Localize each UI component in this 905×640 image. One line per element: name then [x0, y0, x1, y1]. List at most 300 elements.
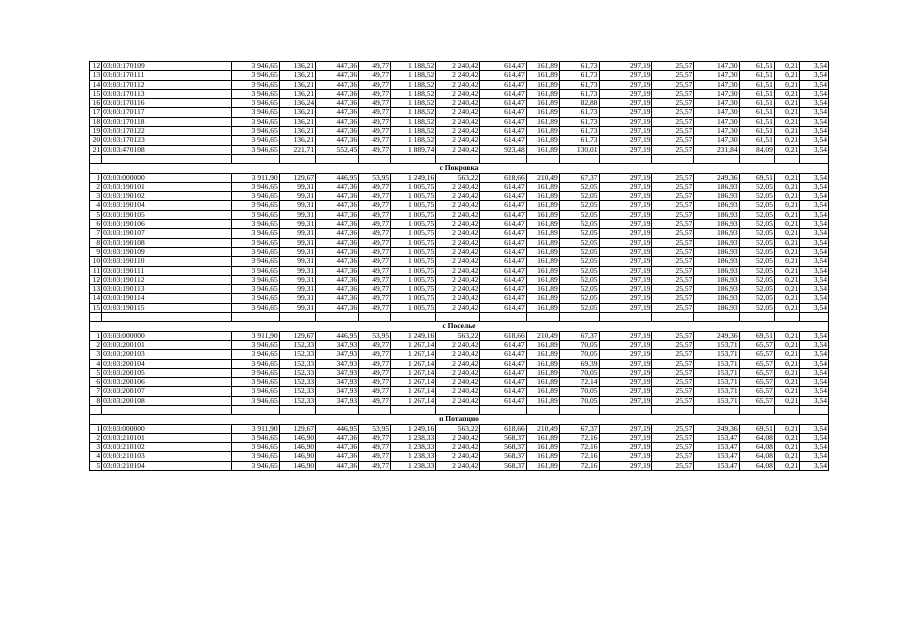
value-cell: 65,57	[739, 340, 774, 349]
value-cell: 1 238,33	[391, 433, 436, 442]
value-cell: 161,89	[526, 229, 559, 238]
value-cell: 3,54	[800, 331, 829, 340]
value-cell: 2 240,42	[436, 378, 480, 387]
value-cell: 2 240,42	[436, 396, 480, 405]
value-cell: 3,54	[800, 378, 829, 387]
spacer-cell	[599, 154, 652, 163]
value-cell: 1 005,75	[391, 257, 436, 266]
value-cell: 297,19	[599, 433, 652, 442]
value-cell: 49,77	[359, 294, 391, 303]
cadastral-code-cell: 03:03:200106	[102, 378, 232, 387]
table-body	[90, 62, 829, 471]
value-cell: 297,19	[599, 303, 652, 312]
value-cell: 49,77	[359, 387, 391, 396]
value-cell: 614,47	[480, 71, 526, 80]
value-cell: 0,21	[774, 62, 799, 71]
value-cell: 3,54	[800, 433, 829, 442]
value-cell: 3,54	[800, 80, 829, 89]
value-cell: 1 005,75	[391, 201, 436, 210]
table-row	[90, 192, 829, 201]
value-cell: 1 267,14	[391, 340, 436, 349]
value-cell: 136,21	[279, 62, 315, 71]
spacer-cell	[559, 313, 599, 322]
value-cell: 49,77	[359, 145, 391, 154]
value-cell: 1 238,33	[391, 443, 436, 452]
value-cell: 136,21	[279, 108, 315, 117]
value-cell: 563,22	[436, 173, 480, 182]
value-cell: 69,51	[739, 424, 774, 433]
value-cell: 3,54	[800, 340, 829, 349]
value-cell: 153,71	[694, 340, 739, 349]
value-cell: 52,05	[739, 247, 774, 256]
value-cell: 3 946,65	[232, 238, 279, 247]
value-cell: 99,31	[279, 247, 315, 256]
value-cell: 53,95	[359, 424, 391, 433]
row-number-cell: 15	[90, 89, 102, 98]
value-cell: 2 240,42	[436, 294, 480, 303]
value-cell: 186,93	[694, 266, 739, 275]
value-cell: 130,01	[559, 145, 599, 154]
row-number-cell: 16	[90, 99, 102, 108]
value-cell: 61,51	[739, 80, 774, 89]
value-cell: 64,08	[739, 433, 774, 442]
table-row	[90, 350, 829, 359]
value-cell: 25,57	[652, 210, 694, 219]
value-cell: 347,93	[316, 359, 359, 368]
value-cell: 25,57	[652, 99, 694, 108]
row-number-cell: 3	[90, 443, 102, 452]
section-title: п Потапцио	[90, 415, 829, 424]
cadastral-code-cell: 03:03:210104	[102, 461, 232, 470]
spacer-cell	[391, 313, 436, 322]
value-cell: 2 240,42	[436, 257, 480, 266]
value-cell: 161,89	[526, 89, 559, 98]
value-cell: 1 188,52	[391, 108, 436, 117]
value-cell: 0,21	[774, 378, 799, 387]
value-cell: 52,05	[739, 257, 774, 266]
value-cell: 186,93	[694, 238, 739, 247]
value-cell: 614,47	[480, 136, 526, 145]
row-number-cell: 19	[90, 127, 102, 136]
value-cell: 25,57	[652, 378, 694, 387]
value-cell: 152,33	[279, 387, 315, 396]
value-cell: 69,51	[739, 173, 774, 182]
value-cell: 161,89	[526, 396, 559, 405]
value-cell: 1 249,16	[391, 424, 436, 433]
value-cell: 0,21	[774, 210, 799, 219]
cadastral-code-cell: 03:03:200104	[102, 359, 232, 368]
value-cell: 568,37	[480, 443, 526, 452]
value-cell: 1 249,16	[391, 173, 436, 182]
value-cell: 1 005,75	[391, 192, 436, 201]
value-cell: 297,19	[599, 285, 652, 294]
value-cell: 2 240,42	[436, 387, 480, 396]
value-cell: 25,57	[652, 173, 694, 182]
value-cell: 3,54	[800, 229, 829, 238]
spacer-cell	[391, 154, 436, 163]
value-cell: 3 946,65	[232, 108, 279, 117]
value-cell: 3 946,65	[232, 452, 279, 461]
value-cell: 3 946,65	[232, 229, 279, 238]
value-cell: 84,09	[739, 145, 774, 154]
value-cell: 563,22	[436, 331, 480, 340]
value-cell: 3,54	[800, 71, 829, 80]
value-cell: 3,54	[800, 247, 829, 256]
value-cell: 3 946,65	[232, 303, 279, 312]
value-cell: 0,21	[774, 424, 799, 433]
value-cell: 447,36	[316, 285, 359, 294]
value-cell: 61,51	[739, 71, 774, 80]
value-cell: 25,57	[652, 461, 694, 470]
row-number-cell: 4	[90, 359, 102, 368]
value-cell: 99,31	[279, 294, 315, 303]
value-cell: 2 240,42	[436, 359, 480, 368]
value-cell: 146,90	[279, 443, 315, 452]
value-cell: 1 188,52	[391, 136, 436, 145]
spacer-cell	[652, 154, 694, 163]
value-cell: 70,05	[559, 340, 599, 349]
value-cell: 2 240,42	[436, 220, 480, 229]
value-cell: 614,47	[480, 359, 526, 368]
value-cell: 614,47	[480, 266, 526, 275]
value-cell: 99,31	[279, 192, 315, 201]
value-cell: 447,36	[316, 433, 359, 442]
value-cell: 1 188,52	[391, 89, 436, 98]
value-cell: 1 267,14	[391, 387, 436, 396]
value-cell: 25,57	[652, 229, 694, 238]
value-cell: 25,57	[652, 108, 694, 117]
spacer-cell	[480, 154, 526, 163]
spacer-cell	[480, 405, 526, 414]
value-cell: 0,21	[774, 229, 799, 238]
value-cell: 25,57	[652, 80, 694, 89]
row-number-cell: 7	[90, 387, 102, 396]
table-row	[90, 396, 829, 405]
value-cell: 136,21	[279, 89, 315, 98]
spacer-cell	[800, 405, 829, 414]
value-cell: 3,54	[800, 266, 829, 275]
cadastral-code-cell: 03:03:200107	[102, 387, 232, 396]
value-cell: 297,19	[599, 368, 652, 377]
value-cell: 153,71	[694, 378, 739, 387]
spacer-cell	[279, 405, 315, 414]
value-cell: 136,21	[279, 127, 315, 136]
table-row	[90, 89, 829, 98]
value-cell: 2 240,42	[436, 433, 480, 442]
value-cell: 161,89	[526, 108, 559, 117]
table-row	[90, 266, 829, 275]
value-cell: 25,57	[652, 424, 694, 433]
table-row	[90, 136, 829, 145]
cadastral-code-cell: 03:03:200108	[102, 396, 232, 405]
value-cell: 161,89	[526, 220, 559, 229]
value-cell: 3 946,65	[232, 340, 279, 349]
value-cell: 65,57	[739, 387, 774, 396]
spacer-cell	[774, 405, 799, 414]
table-row	[90, 108, 829, 117]
value-cell: 2 240,42	[436, 229, 480, 238]
value-cell: 297,19	[599, 238, 652, 247]
spacer-cell	[739, 154, 774, 163]
value-cell: 614,47	[480, 201, 526, 210]
value-cell: 1 267,14	[391, 359, 436, 368]
value-cell: 3,54	[800, 294, 829, 303]
value-cell: 152,33	[279, 340, 315, 349]
value-cell: 136,24	[279, 99, 315, 108]
table-row	[90, 387, 829, 396]
table-row	[90, 285, 829, 294]
value-cell: 161,89	[526, 145, 559, 154]
value-cell: 52,05	[559, 210, 599, 219]
value-cell: 136,21	[279, 136, 315, 145]
value-cell: 186,93	[694, 229, 739, 238]
value-cell: 49,77	[359, 461, 391, 470]
value-cell: 614,47	[480, 80, 526, 89]
value-cell: 52,05	[739, 210, 774, 219]
value-cell: 2 240,42	[436, 108, 480, 117]
value-cell: 297,19	[599, 201, 652, 210]
table-row	[90, 117, 829, 126]
value-cell: 61,73	[559, 89, 599, 98]
value-cell: 49,77	[359, 303, 391, 312]
value-cell: 3,54	[800, 201, 829, 210]
value-cell: 3 946,65	[232, 192, 279, 201]
value-cell: 0,21	[774, 285, 799, 294]
value-cell: 25,57	[652, 127, 694, 136]
value-cell: 49,77	[359, 350, 391, 359]
value-cell: 3 911,90	[232, 173, 279, 182]
table-row	[90, 182, 829, 191]
row-number-cell: 14	[90, 294, 102, 303]
value-cell: 25,57	[652, 62, 694, 71]
cadastral-code-cell: 03:03:190104	[102, 201, 232, 210]
value-cell: 3 946,65	[232, 275, 279, 284]
value-cell: 52,05	[739, 192, 774, 201]
spacer-row	[90, 405, 829, 414]
value-cell: 3 946,65	[232, 99, 279, 108]
value-cell: 447,36	[316, 117, 359, 126]
value-cell: 61,51	[739, 117, 774, 126]
spacer-cell	[102, 405, 232, 414]
value-cell: 153,71	[694, 368, 739, 377]
value-cell: 147,30	[694, 80, 739, 89]
value-cell: 447,36	[316, 182, 359, 191]
cadastral-code-cell: 03:03:170109	[102, 62, 232, 71]
value-cell: 1 267,14	[391, 368, 436, 377]
cadastral-code-cell: 03:03:170118	[102, 117, 232, 126]
value-cell: 161,89	[526, 136, 559, 145]
value-cell: 568,37	[480, 461, 526, 470]
value-cell: 2 240,42	[436, 117, 480, 126]
value-cell: 147,30	[694, 136, 739, 145]
value-cell: 3 946,65	[232, 443, 279, 452]
table-row	[90, 424, 829, 433]
value-cell: 3,54	[800, 117, 829, 126]
value-cell: 614,47	[480, 229, 526, 238]
value-cell: 447,36	[316, 266, 359, 275]
value-cell: 297,19	[599, 136, 652, 145]
value-cell: 3,54	[800, 350, 829, 359]
value-cell: 3 946,65	[232, 62, 279, 71]
spacer-cell	[316, 313, 359, 322]
value-cell: 614,47	[480, 294, 526, 303]
value-cell: 446,95	[316, 331, 359, 340]
value-cell: 161,89	[526, 71, 559, 80]
value-cell: 161,89	[526, 62, 559, 71]
value-cell: 0,21	[774, 71, 799, 80]
value-cell: 25,57	[652, 387, 694, 396]
cadastral-code-cell: 03:03:190115	[102, 303, 232, 312]
value-cell: 25,57	[652, 136, 694, 145]
value-cell: 3 946,65	[232, 71, 279, 80]
value-cell: 3,54	[800, 145, 829, 154]
value-cell: 67,37	[559, 173, 599, 182]
table-row	[90, 145, 829, 154]
value-cell: 25,57	[652, 452, 694, 461]
value-cell: 52,05	[559, 266, 599, 275]
cadastral-code-cell: 03:03:190110	[102, 257, 232, 266]
cadastral-code-cell: 03:03:200101	[102, 340, 232, 349]
row-number-cell: 3	[90, 192, 102, 201]
value-cell: 61,73	[559, 62, 599, 71]
spacer-cell	[599, 313, 652, 322]
value-cell: 2 240,42	[436, 182, 480, 191]
value-cell: 297,19	[599, 182, 652, 191]
row-number-cell: 12	[90, 275, 102, 284]
value-cell: 1 238,33	[391, 461, 436, 470]
value-cell: 0,21	[774, 331, 799, 340]
section-header-row	[90, 415, 829, 424]
value-cell: 2 240,42	[436, 340, 480, 349]
row-number-cell: 13	[90, 285, 102, 294]
value-cell: 210,49	[526, 331, 559, 340]
value-cell: 0,21	[774, 89, 799, 98]
value-cell: 614,47	[480, 117, 526, 126]
row-number-cell: 4	[90, 452, 102, 461]
value-cell: 52,05	[739, 182, 774, 191]
value-cell: 0,21	[774, 220, 799, 229]
value-cell: 0,21	[774, 266, 799, 275]
value-cell: 49,77	[359, 210, 391, 219]
value-cell: 99,31	[279, 285, 315, 294]
value-cell: 3 946,65	[232, 378, 279, 387]
value-cell: 297,19	[599, 220, 652, 229]
tariff-table	[89, 61, 829, 471]
cadastral-code-cell: 03:03:170116	[102, 99, 232, 108]
value-cell: 614,47	[480, 108, 526, 117]
value-cell: 25,57	[652, 266, 694, 275]
table-row	[90, 368, 829, 377]
value-cell: 447,36	[316, 257, 359, 266]
value-cell: 1 267,14	[391, 396, 436, 405]
row-number-cell: 11	[90, 266, 102, 275]
table-row	[90, 220, 829, 229]
value-cell: 297,19	[599, 173, 652, 182]
table-row	[90, 62, 829, 71]
value-cell: 3,54	[800, 99, 829, 108]
value-cell: 447,36	[316, 220, 359, 229]
value-cell: 2 240,42	[436, 201, 480, 210]
value-cell: 3,54	[800, 461, 829, 470]
spacer-row	[90, 154, 829, 163]
cadastral-code-cell: 03:03:470108	[102, 145, 232, 154]
cadastral-code-cell: 03:03:210103	[102, 452, 232, 461]
value-cell: 153,71	[694, 387, 739, 396]
cadastral-code-cell: 03:03:190114	[102, 294, 232, 303]
value-cell: 186,93	[694, 201, 739, 210]
value-cell: 72,14	[559, 378, 599, 387]
value-cell: 614,47	[480, 257, 526, 266]
row-number-cell: 8	[90, 396, 102, 405]
spacer-cell	[232, 154, 279, 163]
value-cell: 3,54	[800, 210, 829, 219]
value-cell: 297,19	[599, 340, 652, 349]
value-cell: 249,36	[694, 424, 739, 433]
value-cell: 161,89	[526, 266, 559, 275]
value-cell: 25,57	[652, 443, 694, 452]
table-row	[90, 378, 829, 387]
value-cell: 297,19	[599, 424, 652, 433]
value-cell: 2 240,42	[436, 443, 480, 452]
value-cell: 161,89	[526, 80, 559, 89]
value-cell: 297,19	[599, 80, 652, 89]
value-cell: 25,57	[652, 350, 694, 359]
cadastral-code-cell: 03:03:200103	[102, 350, 232, 359]
value-cell: 297,19	[599, 331, 652, 340]
value-cell: 0,21	[774, 443, 799, 452]
value-cell: 0,21	[774, 145, 799, 154]
value-cell: 297,19	[599, 350, 652, 359]
value-cell: 618,66	[480, 173, 526, 182]
spacer-cell	[279, 154, 315, 163]
value-cell: 447,36	[316, 210, 359, 219]
value-cell: 297,19	[599, 117, 652, 126]
value-cell: 0,21	[774, 452, 799, 461]
value-cell: 1 238,33	[391, 452, 436, 461]
value-cell: 49,77	[359, 62, 391, 71]
value-cell: 614,47	[480, 238, 526, 247]
cadastral-code-cell: 03:03:190107	[102, 229, 232, 238]
value-cell: 0,21	[774, 136, 799, 145]
value-cell: 65,57	[739, 350, 774, 359]
value-cell: 52,05	[559, 275, 599, 284]
spacer-cell	[391, 405, 436, 414]
value-cell: 1 249,16	[391, 331, 436, 340]
value-cell: 52,05	[739, 303, 774, 312]
value-cell: 614,47	[480, 368, 526, 377]
value-cell: 210,49	[526, 424, 559, 433]
value-cell: 49,77	[359, 108, 391, 117]
row-number-cell: 18	[90, 117, 102, 126]
value-cell: 49,77	[359, 359, 391, 368]
value-cell: 297,19	[599, 145, 652, 154]
value-cell: 129,67	[279, 331, 315, 340]
value-cell: 99,31	[279, 210, 315, 219]
value-cell: 210,49	[526, 173, 559, 182]
cadastral-code-cell: 03:03:190105	[102, 210, 232, 219]
value-cell: 61,51	[739, 136, 774, 145]
value-cell: 297,19	[599, 257, 652, 266]
value-cell: 186,93	[694, 275, 739, 284]
value-cell: 147,30	[694, 108, 739, 117]
value-cell: 67,37	[559, 331, 599, 340]
value-cell: 99,31	[279, 182, 315, 191]
value-cell: 1 005,75	[391, 247, 436, 256]
cadastral-code-cell: 03:03:190106	[102, 220, 232, 229]
value-cell: 136,21	[279, 117, 315, 126]
value-cell: 3,54	[800, 136, 829, 145]
value-cell: 347,93	[316, 378, 359, 387]
